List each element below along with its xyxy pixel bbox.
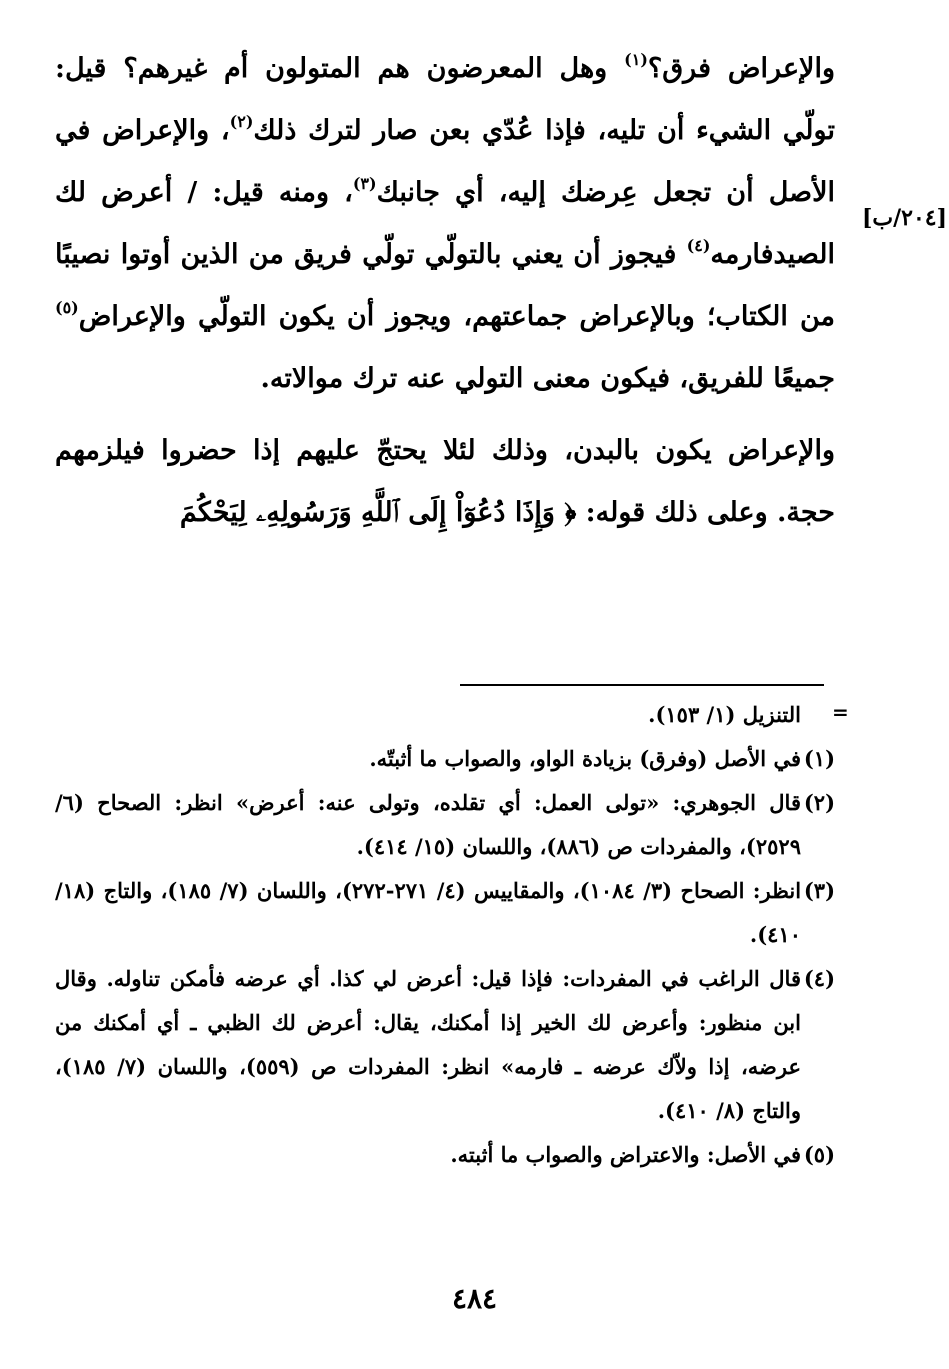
main-text (55, 38, 835, 544)
footnote-number: (٥) (803, 1142, 835, 1167)
footnote-continuation-mark: = (832, 700, 849, 724)
footnote-number: (١) (803, 746, 835, 771)
footnote-ref-2[interactable]: (٢) (229, 112, 254, 131)
footnote-ref-1[interactable]: (١) (624, 50, 648, 69)
page-number: ٤٨٤ (451, 1282, 498, 1315)
footnote-text: في الأصل (وفرق) بزيادة الواو، والصواب ما أثبتّه. (369, 746, 801, 771)
footnote-continuation (55, 693, 835, 737)
footnotes (55, 693, 835, 1177)
footnote-number: (٢) (803, 790, 835, 815)
text-segment: والإعراض فرق؟ (647, 53, 835, 84)
footnote-ref-4[interactable]: (٤) (686, 236, 711, 255)
footnote-ref-3[interactable]: (٣) (352, 174, 377, 193)
text-segment: والإعراض يكون بالبدن، وذلك لئلا يحتجّ عليهم إذا حضروا فيلزمهم حجة. وعلى ذلك قوله: (55, 435, 835, 528)
footnote-text: التنزيل (١/ ١٥٣). (648, 702, 801, 727)
footnote-ref-5[interactable]: (٥) (55, 298, 79, 317)
text-segment: فيجوز أن يعني بالتولّي تولّي فريق من الذين أوتوا نصيبًا من الكتاب؛ وبالإعراض جماعتهم، ويجوز أن يكون التولّي والإعراض (55, 239, 835, 332)
footnote-item (55, 869, 835, 957)
footnote-number: (٤) (803, 966, 835, 991)
text-segment: ، ومنه قيل: / أعرض لك الصيدفارمه (55, 177, 835, 270)
paragraph-1 (55, 38, 835, 410)
text-segment: جميعًا للفريق، فيكون معنى التولي عنه ترك موالاته. (260, 363, 835, 394)
footnote-text: في الأصل: والاعتراض والصواب ما أثبته. (450, 1142, 801, 1167)
footnote-item (55, 781, 835, 869)
footnote-text: قال الجوهري: «تولى العمل: أي تقلده، وتولى عنه: أعرض» انظر: الصحاح (٦/ ٢٥٢٩)، والمفردات ص (٨٨٦)، واللسان (١٥/ ٤١٤). (55, 790, 801, 859)
manuscript-folio-marker: [٢٠٤/ب] (861, 205, 947, 231)
footnote-text: انظر: الصحاح (٣/ ١٠٨٤)، والمقاييس (٤/ ٢٧١-٢٧٢)، واللسان (٧/ ١٨٥)، والتاج (١٨/ ٤١٠). (55, 878, 802, 947)
footnote-text: قال الراغب في المفردات: فإذا قيل: أعرض لي كذا. أي عرضه فأمكن تناوله. وقال ابن منظور: وأعرض لك الخير إذا أمكنك، يقال: أعرض لك الظبي ـ أي أمكنك من عرضه، إذا ولاّك عرضه ـ فارمه» انظر: المفردات ص (٥٥٩)، واللسان (٧/ ١٨٥)، والتاج (٨/ ٤١٠). (55, 966, 802, 1123)
footnote-item (55, 957, 835, 1133)
text-segment: ، والإعراض في الأصل أن تجعل عِرضك إليه، أي جانبك (55, 115, 835, 208)
quran-verse: ﴿ وَإِذَا دُعُوٓاْ إِلَى ٱللَّهِ وَرَسُولِهِۦ لِيَحْكُمَ (179, 497, 577, 528)
footnote-item (55, 737, 835, 781)
footnote-number: (٣) (803, 878, 835, 903)
footnote-separator (460, 684, 824, 686)
footnote-item (55, 1133, 835, 1177)
text-segment: وهل المعرضون هم المتولون أم غيرهم؟ قيل: تولّي الشيء أن تليه، فإذا عُدّي بعن صار لترك ذلك (55, 53, 835, 146)
paragraph-2 (55, 420, 835, 544)
